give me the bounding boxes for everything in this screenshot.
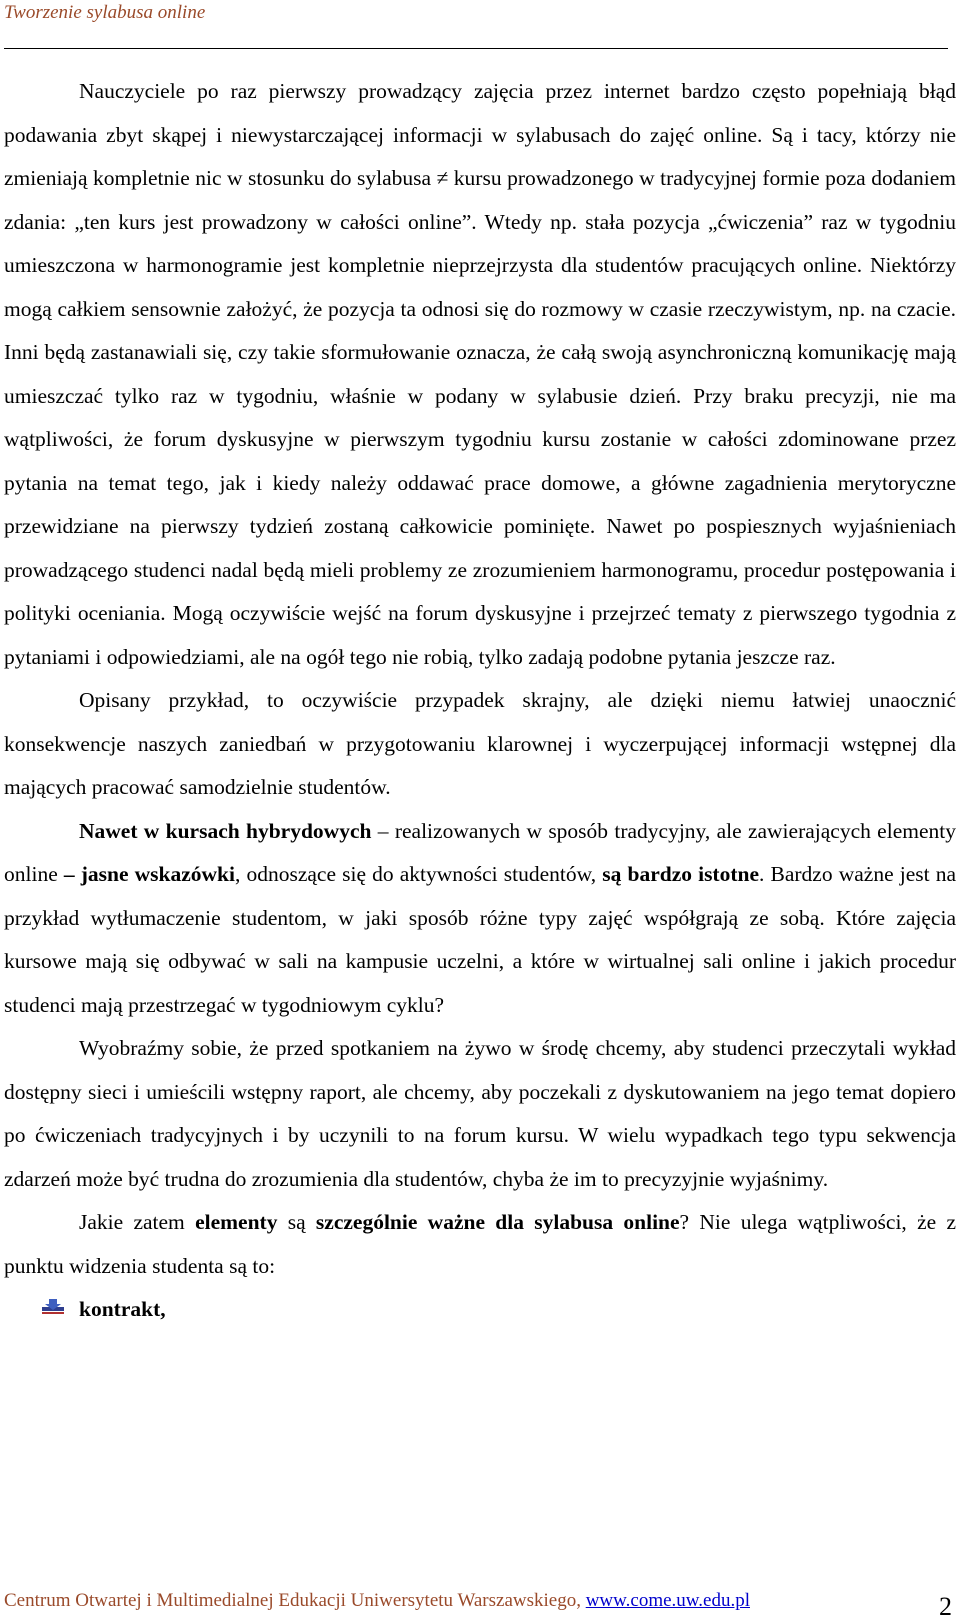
footer	[4, 1590, 750, 1612]
document-body	[4, 70, 956, 1332]
paragraph-5	[4, 1201, 956, 1288]
paragraph-2: Opisany przykład, to oczywiście przypadek skrajny, ale dzięki niemu łatwiej unaocznić konsekwencje naszych zaniedbań w przygotowaniu klarownej i wyczerpującej informacji wstępnej dla mających pracować samodzielnie studentów.	[4, 688, 956, 799]
paragraph-5-text-3: ? Nie ulega wątpliwości, że z punktu widzenia studenta są to:	[4, 1210, 956, 1278]
paragraph-3-text-2: , odnoszące się do aktywności studentów,	[234, 862, 603, 886]
bullet-item	[4, 1288, 956, 1332]
paragraph-4: Wyobraźmy sobie, że przed spotkaniem na żywo w środę chcemy, aby studenci przeczytali wykład dostępny sieci i umieścili wstępny raport, ale chcemy, aby poczekali z dyskutowaniem na jego temat dopiero po ćwiczeniach tradycyjnych i by uczynili to na forum kursu. W wielu wypadkach tego typu sekwencja zdarzeń może być trudna do zrozumienia dla studentów, chyba że im to precyzyjnie wyjaśnimy.	[4, 1036, 956, 1191]
paragraph-1: Nauczyciele po raz pierwszy prowadzący zajęcia przez internet bardzo często popełniają błąd podawania zbyt skąpej i niewystarczającej informacji w sylabusach do zajęć online. Są i tacy, którzy nie zmieniają kompletnie nic w stosunku do sylabusa ≠ kursu prowadzonego w tradycyjnej formie poza dodaniem zdania: „ten kurs jest prowadzony w całości online”. Wtedy np. stała pozycja „ćwiczenia” raz w tygodniu umieszczona w harmonogramie jest kompletnie nieprzejrzysta dla studentów pracujących online. Niektórzy mogą całkiem sensownie założyć, że pozycja ta odnosi się do rozmowy w czasie rzeczywistym, np. na czacie. Inni będą zastanawiali się, czy takie sformułowanie oznacza, że całą swoją asynchroniczną komunikację mają umieszczać tylko raz w tygodniu, właśnie w podany w sylabusie dzień. Przy braku precyzji, nie ma wątpliwości, że forum dyskusyjne w pierwszym tygodniu kursu zostanie w całości zdominowane przez pytania na temat tego, jak i kiedy należy oddawać prace domowe, a główne zagadnienia merytoryczne przewidziane na pierwszy tydzień zostaną całkowicie pominięte. Nawet po pospiesznych wyjaśnieniach prowadzącego studenci nadal będą mieli problemy ze zrozumieniem harmonogramu, procedur postępowania i polityki oceniania. Mogą oczywiście wejść na forum dyskusyjne i przejrzeć tematy z pierwszego tygodnia z pytaniami i odpowiedziami, ale na ogół tego nie robią, tylko zadają podobne pytania jeszcze raz.	[4, 79, 956, 669]
bullet-label: kontrakt,	[79, 1297, 166, 1321]
header-rule	[4, 48, 948, 49]
page-number: 2	[939, 1592, 952, 1621]
paragraph-3	[4, 810, 956, 1028]
arrow-bullet-icon	[42, 1299, 64, 1319]
paragraph-5-text-1: Jakie zatem	[79, 1210, 196, 1234]
bold-phrase-especially-important: szczególnie ważne dla sylabusa online	[315, 1210, 680, 1234]
bold-phrase-elements: elementy	[195, 1210, 278, 1234]
paragraph-3-text-3: . Bardzo ważne jest na przykład wytłumaczenie studentom, w jaki sposób różne typy zajęć współgrają ze sobą. Które zajęcia kursowe mają się odbywać w sali na kampusie uczelni, a które w wirtualnej sali online i jakich procedur studenci mają przestrzegać w tygodniowym cyklu?	[4, 862, 956, 1017]
running-header: Tworzenie sylabusa online	[4, 2, 206, 23]
bold-phrase-clear-guidance: – jasne wskazówki	[63, 862, 235, 886]
footer-link[interactable]: www.come.uw.edu.pl	[585, 1590, 750, 1611]
paragraph-5-text-2: są	[277, 1210, 316, 1234]
paragraph-3-text-1: – realizowanych w sposób tradycyjny, ale zawierających elementy online	[4, 818, 956, 886]
bold-phrase-hybrid: Nawet w kursach hybrydowych	[79, 818, 372, 843]
footer-text: Centrum Otwartej i Multimedialnej Edukacji Uniwersytetu Warszawskiego,	[4, 1590, 586, 1611]
bold-phrase-very-important: są bardzo istotne	[602, 862, 760, 886]
